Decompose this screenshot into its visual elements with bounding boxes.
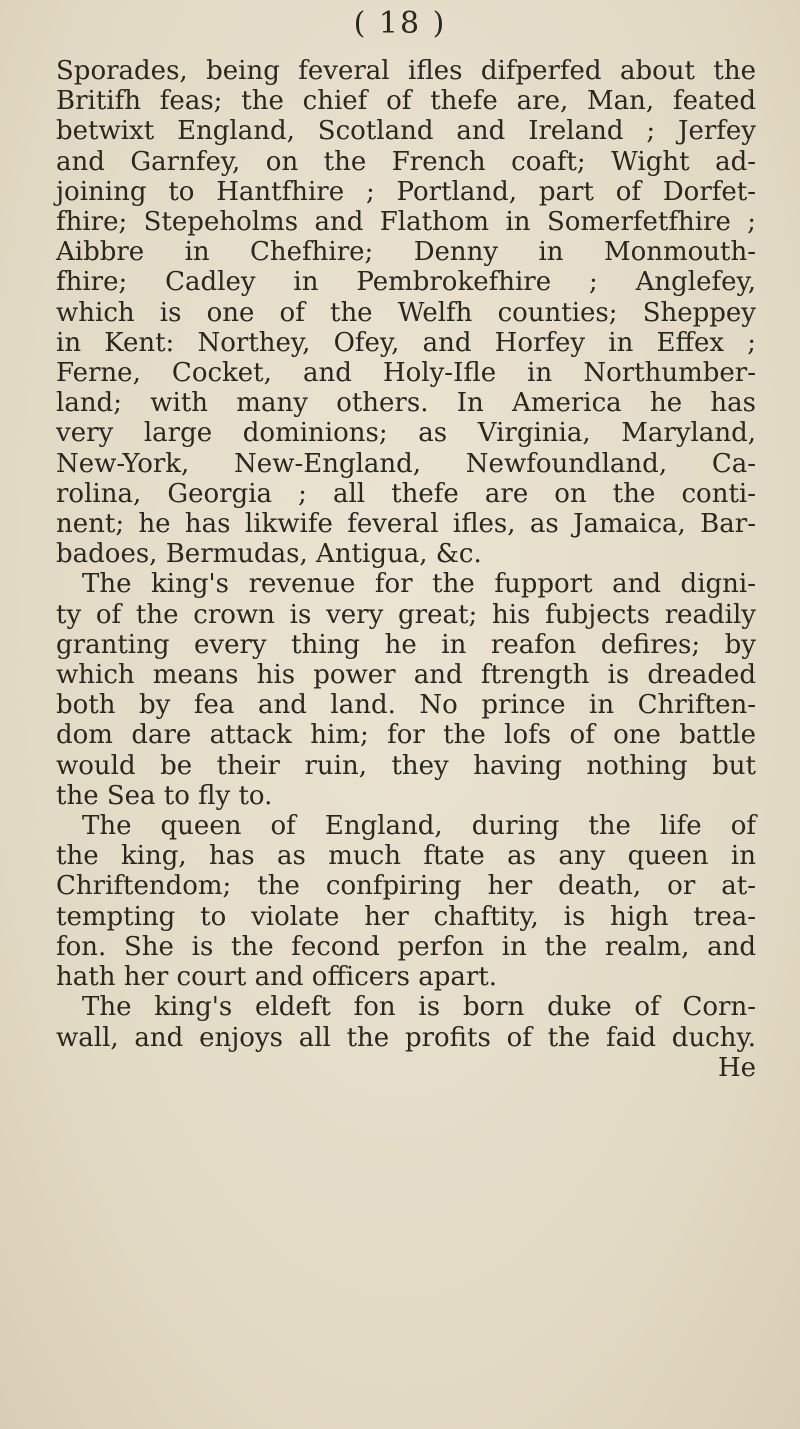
text-line: both by fea and land. No prince in Chriften- bbox=[56, 690, 756, 721]
text-line: wall, and enjoys all the profits of the faid duchy. bbox=[56, 1022, 756, 1053]
text-line: nent; he has likwife feveral ifles, as Jamaica, Bar- bbox=[56, 509, 756, 540]
text-line: dom dare attack him; for the lofs of one battle bbox=[56, 720, 756, 751]
text-line: hath her court and officers apart. bbox=[56, 962, 497, 993]
text-line: the king, has as much ftate as any queen in bbox=[56, 841, 756, 872]
text-line: very large dominions; as Virginia, Maryland, bbox=[56, 418, 756, 449]
text-line: Britifh feas; the chief of thefe are, Man, feated bbox=[56, 86, 756, 117]
text-line: ty of the crown is very great; his fubjects readily bbox=[56, 599, 756, 630]
text-line: land; with many others. In America he has bbox=[56, 388, 756, 419]
paragraph-start-line: The queen of England, during the life of bbox=[82, 811, 756, 842]
text-line: fon. She is the fecond perfon in the realm, and bbox=[56, 931, 756, 962]
paragraph-start-line: The king's revenue for the fupport and digni- bbox=[82, 569, 756, 600]
text-line: which means his power and ftrength is dreaded bbox=[56, 660, 756, 691]
text-line: betwixt England, Scotland and Ireland ; Jerfey bbox=[56, 116, 756, 147]
paragraph-start-line: The king's eldeft fon is born duke of Corn- bbox=[82, 992, 756, 1023]
catchword: He bbox=[717, 1052, 756, 1083]
body-text bbox=[56, 56, 756, 1083]
text-line: would be their ruin, they having nothing but bbox=[56, 750, 756, 781]
text-line: Aibbre in Chefhire; Denny in Monmouth- bbox=[56, 237, 756, 268]
text-line: rolina, Georgia ; all thefe are on the conti- bbox=[56, 478, 756, 509]
text-line: the Sea to fly to. bbox=[56, 780, 273, 811]
page-number: ( 18 ) bbox=[353, 6, 447, 41]
text-line: in Kent: Northey, Ofey, and Horfey in Effex ; bbox=[56, 327, 756, 358]
text-line: joining to Hantfhire ; Portland, part of Dorfet- bbox=[56, 176, 756, 207]
text-line: badoes, Bermudas, Antigua, &c. bbox=[56, 539, 482, 570]
text-line: granting every thing he in reafon defires; by bbox=[56, 629, 756, 660]
text-line: fhire; Stepeholms and Flathom in Somerfetfhire ; bbox=[56, 207, 756, 238]
text-line: Ferne, Cocket, and Holy-Ifle in Northumber- bbox=[56, 358, 756, 389]
text-line: tempting to violate her chaftity, is high trea- bbox=[56, 901, 756, 932]
text-line: Chriftendom; the confpiring her death, or at- bbox=[56, 871, 756, 902]
text-line: which is one of the Welfh counties; Sheppey bbox=[56, 297, 756, 328]
text-line: fhire; Cadley in Pembrokefhire ; Anglefey, bbox=[56, 267, 756, 298]
text-line: Sporades, being feveral ifles difperfed about the bbox=[56, 56, 756, 86]
text-line: and Garnfey, on the French coaft; Wight ad- bbox=[56, 146, 756, 177]
text-line: New-York, New-England, Newfoundland, Ca- bbox=[56, 448, 756, 479]
